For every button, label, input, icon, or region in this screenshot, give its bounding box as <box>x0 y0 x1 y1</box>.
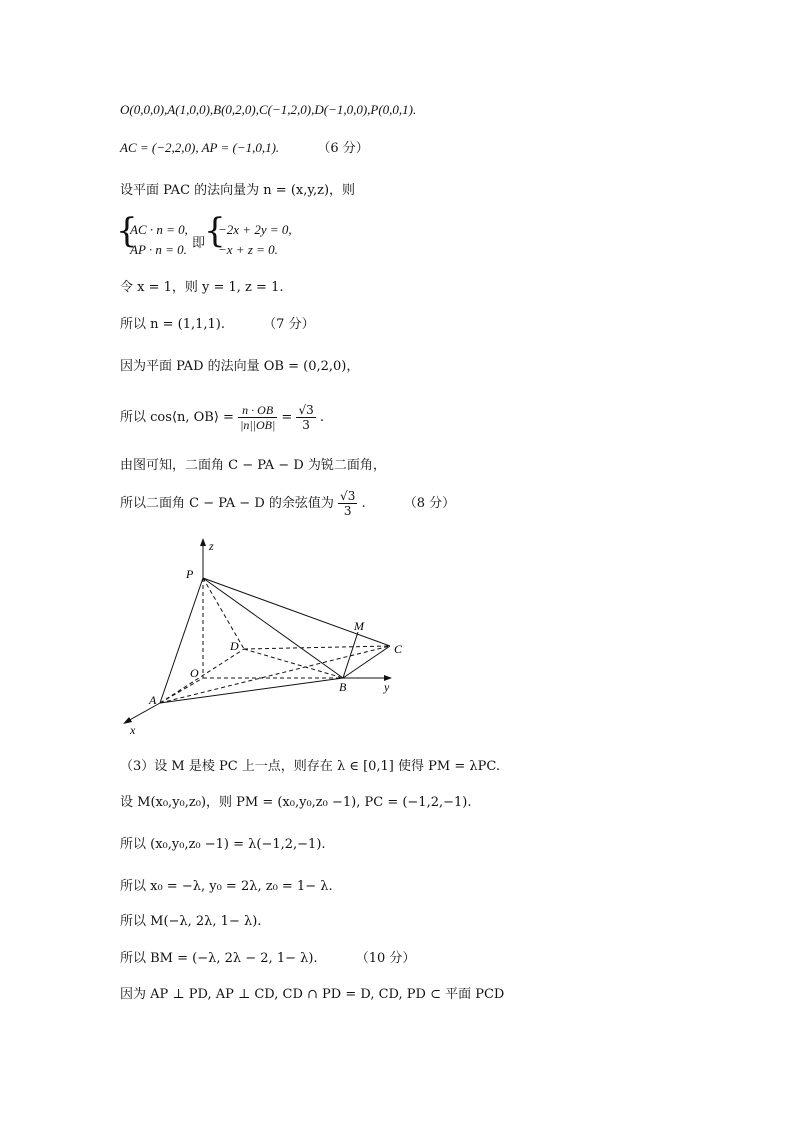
edge-DB <box>244 649 343 678</box>
score-mark-6: （6 分） <box>317 141 369 156</box>
label-z: z <box>209 539 214 553</box>
cosine-value-fraction <box>338 489 357 518</box>
cos-line: 所以 cos⟨n, OB⟩ = $\frac{n \cdot OB}{|n||OB|}$ = $\frac{√3}{3}$ . <box>120 403 325 432</box>
normal-vector-intro: 设平面 PAC 的法向量为 n = (x,y,z)，则 <box>120 183 356 198</box>
cos-prefix: 所以 cos⟨n, OB⟩ = <box>120 410 234 425</box>
cosine-value-line: 所以二面角 C − PA − D 的余弦值为 $\frac{√3}{3}$ . （8 分） <box>120 489 456 518</box>
pyramid-figure <box>110 530 420 740</box>
bm-line <box>120 950 415 968</box>
so-line-3: 所以 M(−λ, 2λ, 1− λ). <box>120 914 262 929</box>
label-C: C <box>394 642 403 656</box>
vectors-ac-ap: AC = (−2,2,0), AP = (−1,0,1). <box>120 140 280 155</box>
part3-line: （3）设 M 是棱 PC 上一点，则存在 λ ∈ [0,1] 使得 PM = λPC. <box>120 759 500 774</box>
vectors-ac-ap-line <box>120 139 369 158</box>
edge-BC <box>343 646 390 678</box>
score-mark-10: （10 分） <box>355 951 416 966</box>
edge-PC <box>203 578 390 646</box>
because-line: 因为 AP ⊥ PD, AP ⊥ CD, CD ∩ PD = D, CD, PD ⊂ 平面 PCD <box>120 987 505 1002</box>
edge-PA <box>160 578 203 703</box>
coordinates-line: O(0,0,0),A(1,0,0),B(0,2,0),C(−1,2,0),D(−1,0,0),P(0,0,1). <box>120 102 417 117</box>
label-O: O <box>190 666 199 680</box>
edge-DC <box>244 646 390 649</box>
label-D: D <box>230 639 239 653</box>
system-left-row-2: AP · n = 0. <box>130 242 187 257</box>
normal-result: 所以 n = (1,1,1). <box>120 317 226 332</box>
acute-dihedral-line: 由图可知，二面角 C − PA − D 为锐二面角， <box>120 458 386 473</box>
cos-numerator: n · OB <box>238 403 277 418</box>
sqrt3-over-3-fraction <box>296 403 315 432</box>
edge-AD <box>160 649 244 703</box>
normal-result-line <box>120 316 315 334</box>
edge-BM <box>343 632 358 678</box>
label-B: B <box>339 680 347 694</box>
z-axis-arrow <box>200 538 206 546</box>
cos-denominator: |n||OB| <box>240 418 276 432</box>
pad-normal-line: 因为平面 PAD 的法向量 OB = (0,2,0)， <box>120 359 360 374</box>
edge-PB <box>203 578 343 678</box>
cos-fraction <box>238 403 277 432</box>
equals-sign: = <box>281 410 293 425</box>
so-line-2: 所以 x₀ = −λ, y₀ = 2λ, z₀ = 1− λ. <box>120 879 333 894</box>
score-mark-7: （7 分） <box>263 317 315 332</box>
system-right-row-1: −2x + 2y = 0, <box>218 222 292 237</box>
label-P: P <box>186 567 194 581</box>
right-brace: { <box>204 211 226 251</box>
label-M: M <box>354 619 364 633</box>
set-m-line: 设 M(x₀,y₀,z₀)，则 PM = (x₀,y₀,z₀ −1), PC = (−1,2,−1). <box>120 795 472 810</box>
cosine-value-numerator: √3 <box>340 489 356 503</box>
bm-vector: 所以 BM = (−λ, 2λ − 2, 1− λ). <box>120 951 318 966</box>
cosine-value-prefix: 所以二面角 C − PA − D 的余弦值为 <box>120 496 334 511</box>
label-y: y <box>384 680 390 694</box>
so-line-1: 所以 (x₀,y₀,z₀ −1) = λ(−1,2,−1). <box>120 837 326 852</box>
label-A: A <box>149 693 157 707</box>
three-denominator: 3 <box>302 418 310 432</box>
label-x: x <box>130 723 136 737</box>
system-left-row-1: AC · n = 0, <box>130 222 188 237</box>
left-brace: { <box>116 211 138 251</box>
sqrt3-numerator: √3 <box>298 403 314 417</box>
system-connector: 即 <box>192 236 206 251</box>
score-mark-8: （8 分） <box>403 496 456 511</box>
edge-AB <box>160 678 343 703</box>
system-right-row-2: −x + z = 0. <box>218 242 278 257</box>
let-x-line: 令 x = 1，则 y = 1, z = 1. <box>120 280 284 295</box>
cosine-value-denominator: 3 <box>343 504 352 518</box>
